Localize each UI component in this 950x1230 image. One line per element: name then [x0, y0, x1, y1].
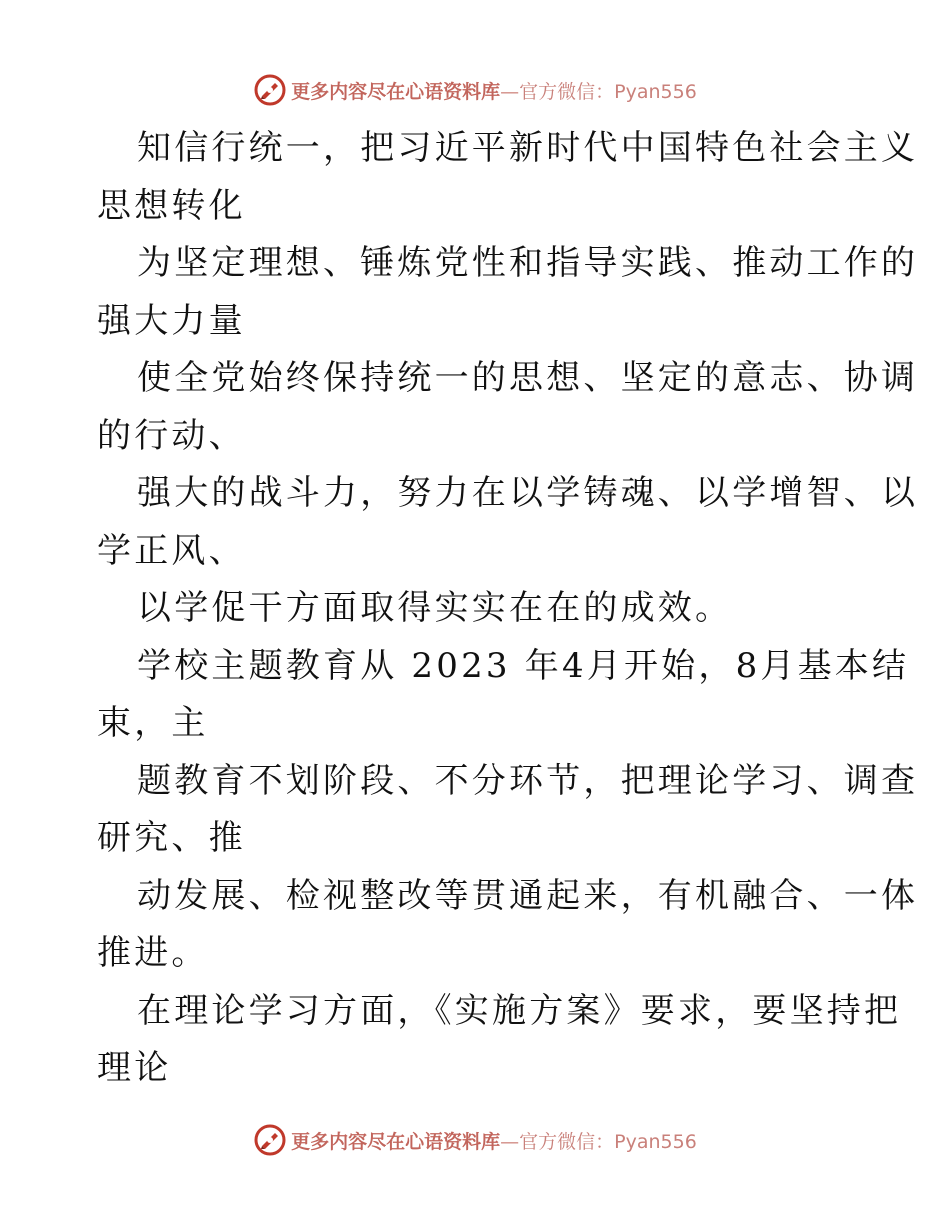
- paragraph-line: 思想转化: [97, 185, 246, 226]
- red-circular-logo-icon: [253, 73, 287, 107]
- paragraph-line: 束，主: [97, 703, 209, 743]
- footer-banner-title: 更多内容尽在心语资料库: [291, 1130, 501, 1153]
- header-banner-title: 更多内容尽在心语资料库: [291, 80, 501, 103]
- red-circular-logo-icon: [253, 1123, 287, 1157]
- paragraph-line: 强大的战斗力，努力在以学铸魂、以学增智、以: [137, 473, 919, 513]
- paragraph-line: 理论: [97, 1048, 172, 1088]
- footer-banner: [0, 1120, 950, 1160]
- paragraph-line: 以学促干方面取得实实在在的成效。: [137, 588, 733, 628]
- footer-banner-dash: —: [500, 1130, 520, 1153]
- document-body: [97, 120, 919, 1098]
- header-banner: [0, 70, 950, 110]
- header-banner-wechat: 官方微信：Pyan556: [519, 80, 697, 103]
- paragraph-line: 动发展、检视整改等贯通起来，有机融合、一体: [137, 875, 919, 916]
- paragraph-line: 学校主题教育从 2023 年4月开始，8月基本结: [137, 645, 910, 686]
- paragraph-line: 在理论学习方面，《实施方案》要求，要坚持把: [137, 990, 902, 1031]
- paragraph-line: 使全党始终保持统一的思想、坚定的意志、协调: [137, 358, 919, 398]
- paragraph-line: 知信行统一，把习近平新时代中国特色社会主义: [137, 128, 919, 168]
- header-banner-dash: —: [500, 80, 520, 103]
- paragraph-line: 为坚定理想、锤炼党性和指导实践、推动工作的: [137, 243, 919, 283]
- header-banner-text: [291, 77, 697, 104]
- paragraph-line: 学正风、: [97, 530, 246, 571]
- paragraph-line: 强大力量: [97, 300, 246, 341]
- paragraph-line: 的行动、: [97, 415, 246, 456]
- paragraph-line: 题教育不划阶段、不分环节，把理论学习、调查: [137, 760, 919, 801]
- paragraph-line: 研究、推: [97, 818, 246, 858]
- footer-banner-wechat: 官方微信：Pyan556: [519, 1130, 697, 1153]
- paragraph-line: 推进。: [97, 933, 209, 973]
- footer-banner-text: [291, 1127, 697, 1154]
